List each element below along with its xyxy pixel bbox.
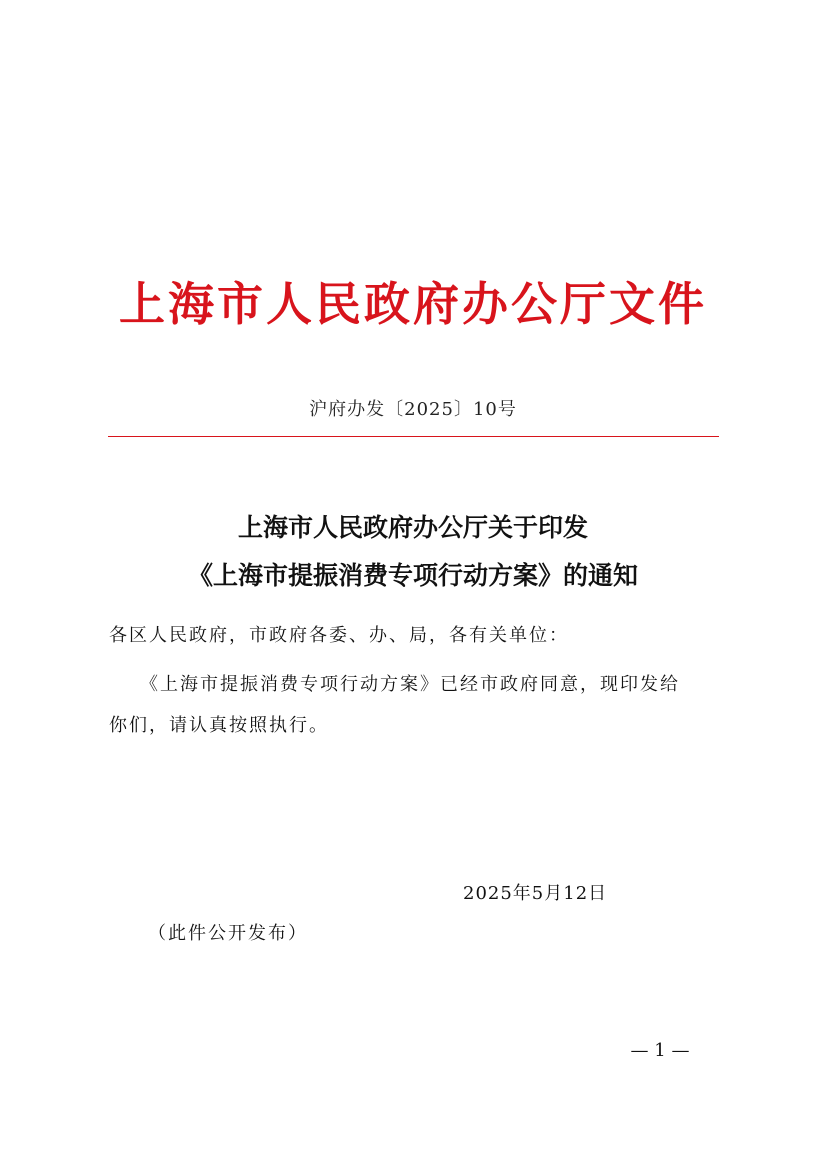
document-masthead: 上海市人民政府办公厅文件 (119, 277, 707, 331)
signing-date: 2025年5月12日 (463, 883, 608, 904)
body-paragraph-line-1 (109, 664, 721, 705)
addressee-line: 各区人民政府，市政府各委、办、局，各有关单位： (109, 625, 569, 646)
page-number: — 1 — (630, 1040, 690, 1061)
publish-note: （此件公开发布） (148, 923, 308, 944)
red-divider-line (108, 436, 719, 437)
document-title-line-2: 《上海市提振消费专项行动方案》的通知 (187, 561, 638, 590)
document-title (0, 504, 826, 600)
body-paragraph-line-1-text: 《上海市提振消费专项行动方案》已经市政府同意，现印发给 (149, 674, 680, 695)
body-paragraph-line-2: 你们，请认真按照执行。 (109, 715, 329, 736)
body-paragraph (109, 664, 721, 746)
document-number: 沪府办发〔2025〕10号 (309, 399, 517, 420)
document-title-line-1: 上海市人民政府办公厅关于印发 (237, 513, 588, 542)
